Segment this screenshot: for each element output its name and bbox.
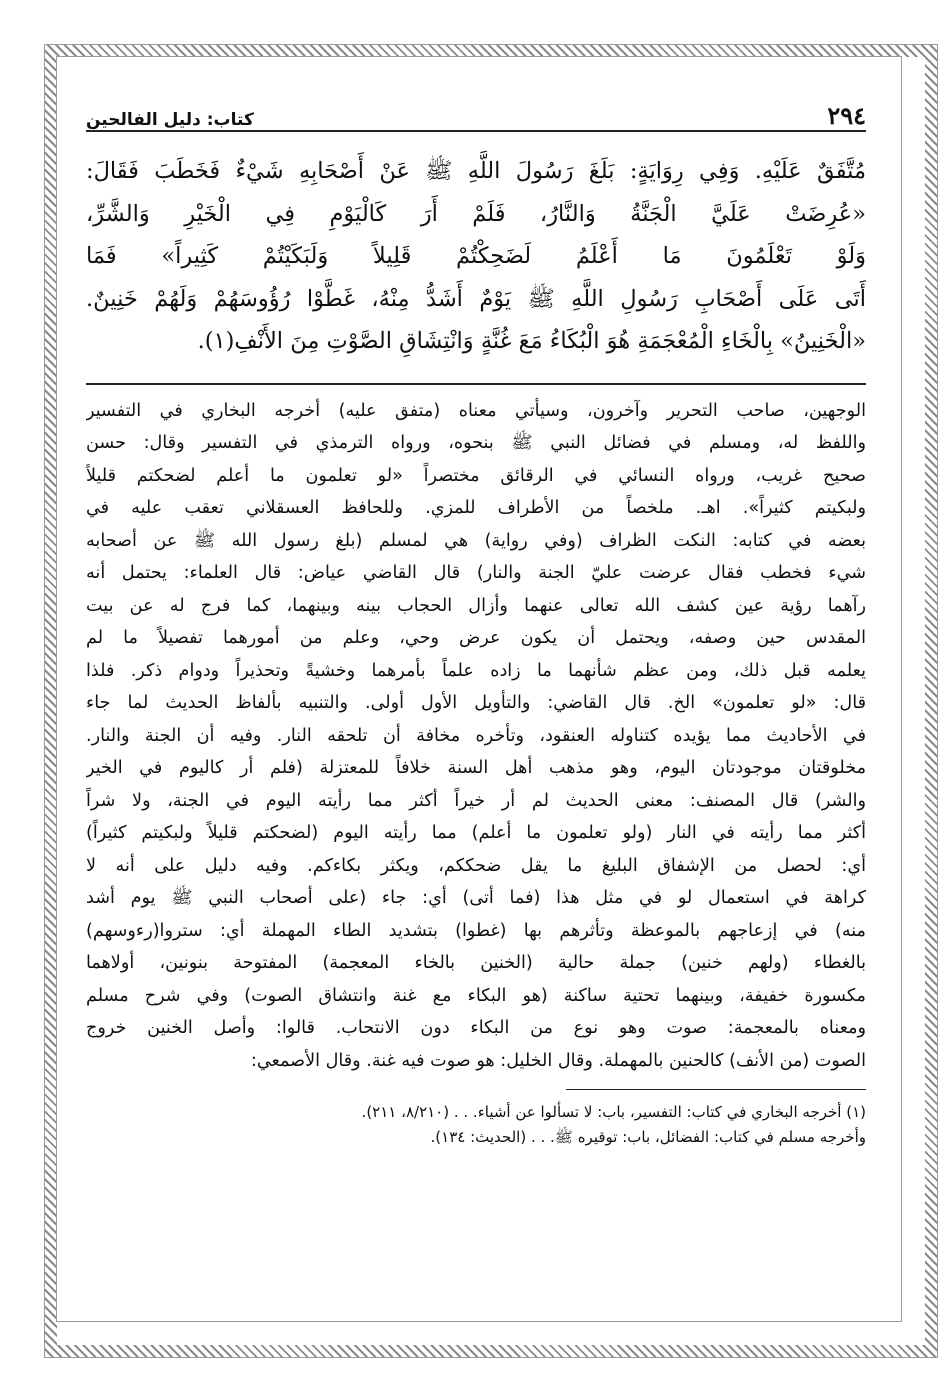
commentary-line: كراهة في استعمال لو في مثل هذا (فما أتى) أي: جاء (على أصحاب النبي ﷺ يوم أشد (86, 888, 866, 908)
running-head (86, 92, 866, 132)
commentary-line: بالغطاء (ولهم خنين) جملة حالية (الخنين بالخاء المعجمة) المفتوحة بنونين، أولاهما (86, 953, 866, 973)
commentary-line: أي: لحصل من الإشفاق البليغ ما يقل ضحككم، ويكثر بكاءكم. وفيه دليل على أنه لا (86, 855, 866, 876)
commentary-line: ومعناه بالمعجمة: صوت وهو نوع من البكاء دون الانتحاب. قالوا: وأصل الخنين خروج (86, 1018, 866, 1038)
commentary-line: ولبكيتم كثيراً». اهـ. ملخصاً من الأطراف للمزي. وللحافظ العسقلاني تعقب عليه في (86, 498, 866, 518)
page-content (86, 92, 866, 1150)
hadith-line: «الْخَنِينُ» بِالْخَاءِ الْمُعْجَمَةِ هُوَ الْبُكَاءُ مَعَ غُنَّةٍ وَانْتِشَاقِ الصَّوْتِ مِنَ الأَنْفِ(١). (197, 328, 866, 354)
book-title: كتاب: دليل الفالحين (86, 110, 254, 130)
footnote-line: وأخرجه مسلم في كتاب: الفضائل، باب: توقيره ﷺ. . . (الحديث: ١٣٤). (430, 1128, 866, 1146)
footnote-separator (566, 1089, 866, 1090)
commentary-line: منه) في إزعاجهم بالموعظة وتأثرهم بها (غطوا) بتشديد الطاء المهملة أي: ستروا(رءوسهم) (86, 920, 866, 941)
hadith-text (86, 150, 866, 363)
commentary-line: مخلوقتان موجودتان اليوم، وهو مذهب أهل السنة خلافاً للمعتزلة (فلم أر كاليوم في الخير (86, 758, 866, 778)
commentary-line: واللفظ له، ومسلم في فضائل النبي ﷺ بنحوه، ورواه الترمذي في التفسير وقال: حسن (86, 433, 866, 453)
commentary-line: يعلمه قبل ذلك، ومن عظم شأنهما ما زاده علماً بأمرهما وخشيةً وتحذيراً ودوام ذكر. فلذا (86, 660, 866, 681)
footnote-line: (١) أخرجه البخاري في كتاب: التفسير، باب: لا تسألوا عن أشياء. . . (٨/٢١٠، ٢١١). (361, 1103, 866, 1121)
hadith-line: أَتَى عَلَى أَصْحَابِ رَسُولِ اللَّهِ ﷺ يَوْمٌ أَشَدُّ مِنْهُ، غَطَّوْا رُؤُوسَهُمْ وَلَهُمْ خَنِينٌ. (86, 285, 866, 312)
commentary-line: الصوت (من الأنف) كالحنين بالمهملة. وقال الخليل: هو صوت فيه غنة. وقال الأصمعي: (250, 1050, 866, 1071)
hadith-line: مُتَّفَقٌ عَلَيْهِ. وَفِي رِوَايَةٍ: بَلَغَ رَسُولَ اللَّهِ ﷺ عَنْ أَصْحَابِهِ شَيْءٌ فَخَطَبَ فَقَالَ: (86, 158, 866, 184)
hadith-line: «عُرِضَتْ عَلَيَّ الْجَنَّةُ وَالنَّارُ، فَلَمْ أَرَ كَالْيَوْمِ فِي الْخَيْرِ وَالشَّرِّ، (86, 200, 866, 227)
commentary-line: الوجهين، صاحب التحرير وآخرون، وسيأتي معناه (متفق عليه) أخرجه البخاري في التفسير (86, 400, 866, 421)
commentary-line: مكسورة خفيفة، وبينهما تحتية ساكنة (هو البكاء مع غنة وانتشاق الصوت) وفي شرح مسلم (86, 985, 866, 1006)
commentary-line: شيء فخطب فقال عرضت عليّ الجنة والنار) قال القاضي عياض: قال العلماء: يحتمل أنه (86, 563, 866, 583)
commentary-line: رآهما رؤية عين كشف الله تعالى عنهما وأزال الحجاب بينه وبينهما، كما فرج له عن بيت (86, 595, 866, 616)
commentary-line: المقدس حين وصفه، ويحتمل أن يكون عرض وحي، وعلم من أمورهما تفصيلاً ما لم (86, 628, 866, 648)
commentary-line: أكثر مما رأيته في النار (ولو تعلمون ما أعلم) مما رأيته اليوم (لضحكتم قليلاً ولبكيتم كثيراً) (86, 823, 866, 843)
separator-line (86, 383, 866, 385)
commentary-line: والشر) قال المصنف: معنى الحديث لم أر خيراً أكثر مما رأيته اليوم في الجنة، ولا شراً (86, 790, 866, 811)
hadith-line: وَلَوْ تَعْلَمُونَ مَا أَعْلَمُ لَضَحِكْتُمْ قَلِيلاً وَلَبَكَيْتُمْ كَثِيراً» فَمَا (86, 243, 866, 269)
page-number: ٢٩٤ (827, 101, 866, 130)
commentary-line: صحيح غريب، ورواه النسائي في الرقائق مختصراً «لو تعلمون ما أعلم لضحكتم قليلاً (86, 465, 866, 486)
footnotes (86, 1100, 866, 1150)
commentary-line: بعضه في كتابه: النكت الظراف (وفي رواية) هي لمسلم (بلغ رسول الله ﷺ عن أصحابه (86, 530, 866, 551)
commentary-line: في الأحاديث مما يؤيده كتناوله العنقود، وتأخره مخافة أن تلحقه النار. وفيه أن الجنة والنار. (86, 725, 866, 746)
commentary-text (86, 395, 866, 1078)
commentary-line: قال: «لو تعلمون» الخ. قال القاضي: والتأويل الأول أولى. والتنبيه بألفاظ الحديث لما جاء (86, 693, 866, 713)
